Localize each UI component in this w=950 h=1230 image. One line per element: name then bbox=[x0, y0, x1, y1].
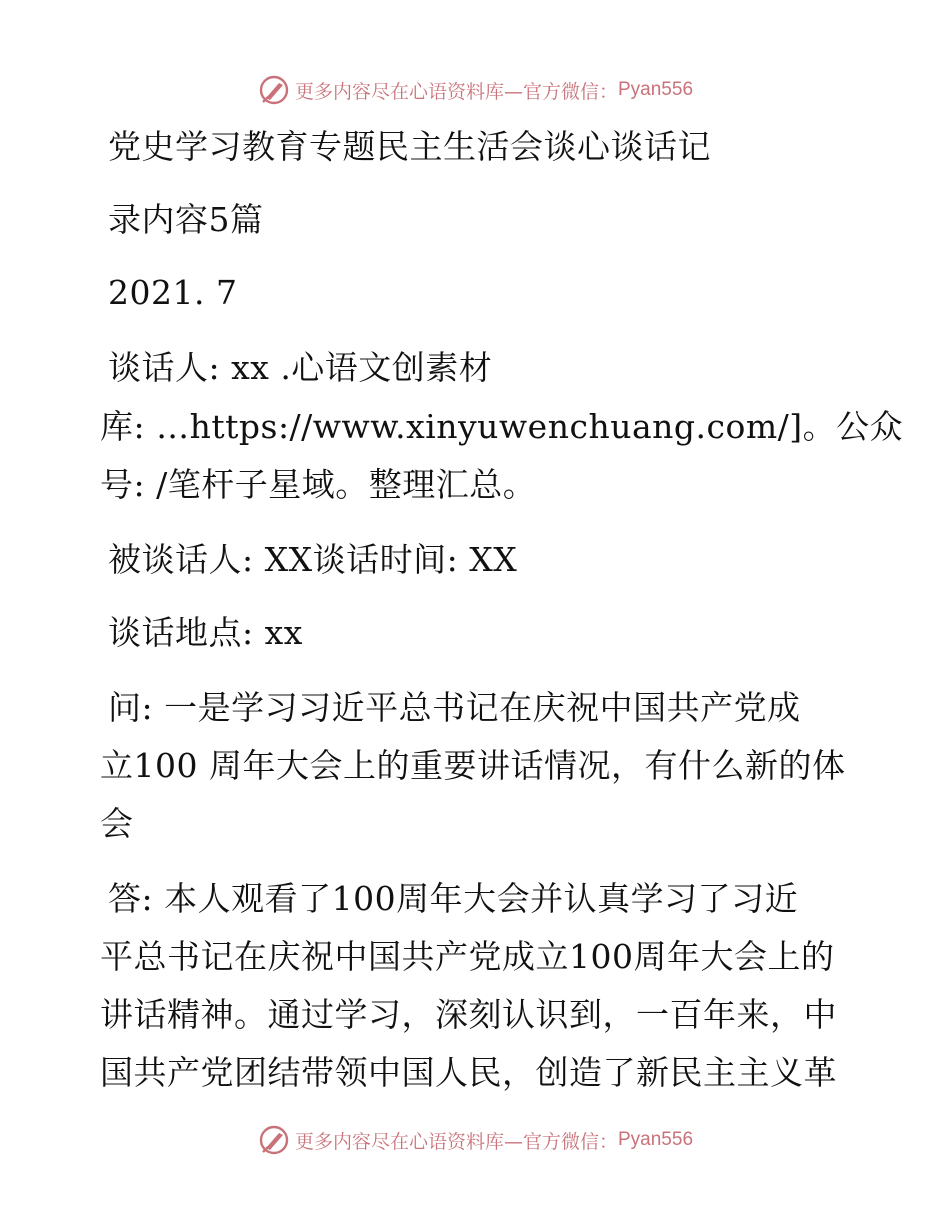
answer-line-2: 平总书记在庆祝中国共产党成立100周年大会上的 bbox=[100, 937, 835, 976]
speaker-line-1: 谈话人: xx .心语文创素材 bbox=[108, 348, 493, 387]
date-line: 2021. 7 bbox=[108, 273, 238, 312]
question-line-3: 会 bbox=[100, 804, 134, 843]
question-line-1: 问: 一是学习习近平总书记在庆祝中国共产党成 bbox=[108, 688, 801, 727]
footer-watermark bbox=[0, 1120, 950, 1160]
quill-logo-icon bbox=[257, 73, 291, 107]
question-line-2: 立100 周年大会上的重要讲话情况，有什么新的体 bbox=[100, 746, 846, 785]
watermark-wechat-id: Pyan556 bbox=[618, 1129, 694, 1150]
title-line-1: 党史学习教育专题民主生活会谈心谈话记 bbox=[108, 127, 711, 166]
speaker-line-3: 号: /笔杆子星域。整理汇总。 bbox=[100, 465, 537, 504]
watermark-text: 更多内容尽在心语资料库—官方微信： bbox=[294, 80, 618, 103]
watermark-text: 更多内容尽在心语资料库—官方微信： bbox=[294, 1130, 618, 1153]
title-line-2: 录内容5篇 bbox=[108, 200, 264, 239]
place-line: 谈话地点: xx bbox=[108, 613, 303, 652]
watermark-wechat-id: Pyan556 bbox=[618, 79, 694, 100]
answer-line-4: 国共产党团结带领中国人民，创造了新民主主义革 bbox=[100, 1053, 837, 1092]
header-watermark bbox=[0, 70, 950, 110]
answer-line-1: 答: 本人观看了100周年大会并认真学习了习近 bbox=[108, 879, 799, 918]
speaker-line-2: 库: …https://www.xinyuwenchuang.com/]。公众 bbox=[100, 407, 904, 446]
answer-line-3: 讲话精神。通过学习，深刻认识到，一百年来，中 bbox=[100, 995, 837, 1034]
quill-logo-icon bbox=[257, 1123, 291, 1157]
interviewee-line: 被谈话人: XX谈话时间: XX bbox=[108, 540, 518, 579]
